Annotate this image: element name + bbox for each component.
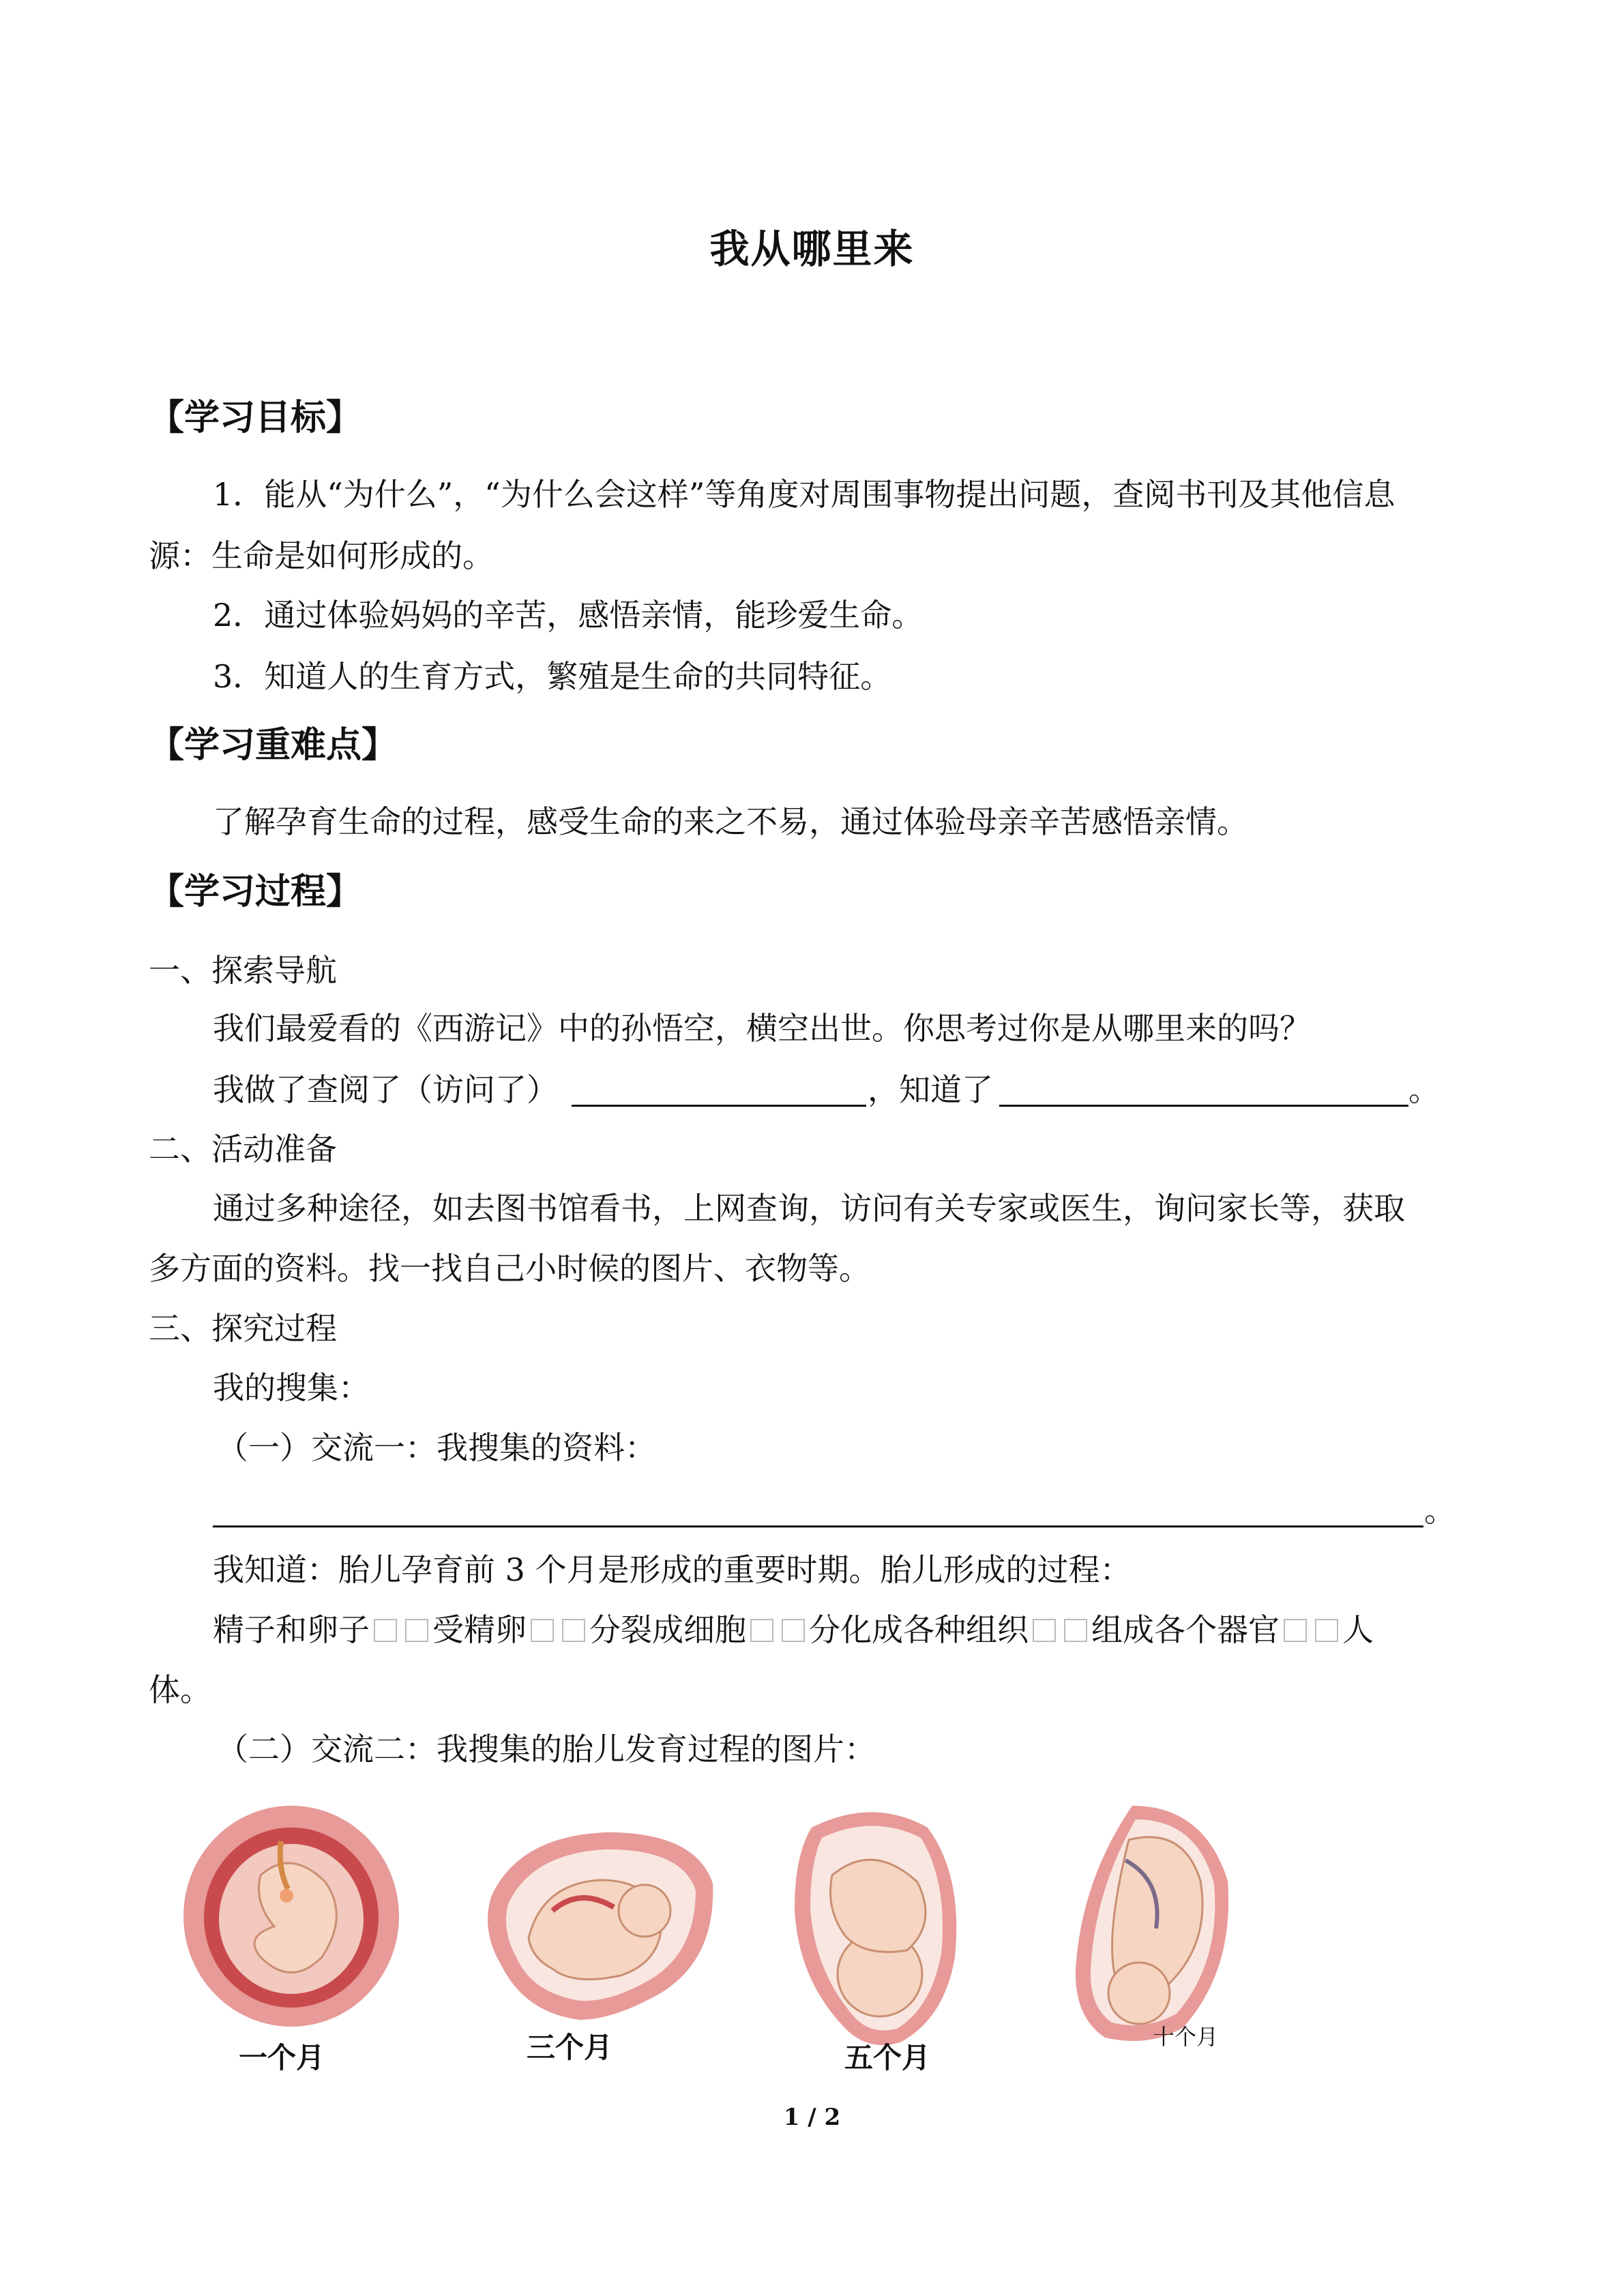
arrow-box [1284, 1619, 1307, 1642]
goal-item-2: 2．通过体验妈妈的辛苦，感悟亲情，能珍爱生命。 [213, 597, 924, 633]
arrow-box [562, 1619, 585, 1642]
exchange-two-label: （二）交流二：我搜集的胎儿发育过程的图片： [217, 1731, 876, 1768]
section-heading-goals: 【学习目标】 [149, 397, 362, 438]
arrow-box [1033, 1619, 1056, 1642]
section-heading-key-points: 【学习重难点】 [149, 724, 398, 766]
exchange-one-label: （一）交流一：我搜集的资料： [217, 1429, 656, 1466]
arrow-box [1064, 1619, 1087, 1642]
page-title: 我从哪里来 [709, 226, 915, 272]
chain-end: 体。 [149, 1671, 211, 1708]
part1-intro: 我们最爱看的《西游记》中的孙悟空，横空出世。你思考过你是从哪里来的吗？ [213, 1010, 1311, 1047]
fetus-three-month-illustration [477, 1822, 723, 2027]
chain-step-1: 精子和卵子 [213, 1611, 370, 1648]
caption-three-months: 三个月 [527, 2031, 613, 2064]
part1-fill-middle: ，知道了 [868, 1071, 993, 1108]
arrow-box [1315, 1619, 1338, 1642]
goal-item-1-line-1: 1．能从“为什么”，“为什么会这样”等角度对周围事物提出问题，查阅书刊及其他信息 [213, 476, 1396, 513]
goal-item-3: 3．知道人的生育方式，繁殖是生命的共同特征。 [213, 658, 892, 695]
caption-five-months: 五个月 [844, 2041, 931, 2074]
fill-blank-collected-materials[interactable] [213, 1525, 1423, 1527]
part1-fill-end: 。 [1408, 1071, 1440, 1108]
development-chain [213, 1609, 1374, 1650]
caption-one-month: 一个月 [239, 2041, 325, 2074]
part2-text-line-1: 通过多种途径，如去图书馆看书，上网查询，访问有关专家或医生，询问家长等，获取 [213, 1190, 1405, 1227]
arrow-box [374, 1619, 397, 1642]
part3-collect: 我的搜集： [213, 1369, 370, 1406]
part1-heading: 一、探索导航 [149, 952, 337, 989]
blank-end-period: 。 [1424, 1492, 1456, 1529]
arrow-box [405, 1619, 428, 1642]
fill-blank-learned[interactable] [999, 1105, 1408, 1107]
fetus-five-month-illustration [784, 1800, 962, 2053]
arrow-box [750, 1619, 773, 1642]
fetus-ten-month-illustration [1067, 1799, 1238, 2051]
part3-heading: 三、探究过程 [149, 1310, 337, 1347]
page-number: 1 / 2 [783, 2104, 841, 2131]
fill-blank-visited[interactable] [572, 1105, 866, 1107]
goal-item-1-line-2: 源：生命是如何形成的。 [149, 537, 494, 574]
part1-fill-prefix: 我做了查阅了（访问了） [213, 1071, 558, 1108]
caption-ten-months: 十个月 [1153, 2024, 1219, 2050]
arrow-box [531, 1619, 554, 1642]
chain-step-4: 分化成各种组织 [809, 1611, 1029, 1648]
chain-step-6: 人 [1342, 1611, 1374, 1648]
part2-text-line-2: 多方面的资料。找一找自己小时候的图片、衣物等。 [149, 1250, 870, 1287]
chain-step-2: 受精卵 [432, 1611, 527, 1648]
arrow-box [782, 1619, 805, 1642]
fetus-one-month-illustration [179, 1800, 404, 2046]
part3-know: 我知道：胎儿孕育前 3 个月是形成的重要时期。胎儿形成的过程： [213, 1551, 1132, 1588]
key-points-text: 了解孕育生命的过程，感受生命的来之不易，通过体验母亲辛苦感悟亲情。 [213, 803, 1248, 840]
chain-step-5: 组成各个器官 [1091, 1611, 1280, 1648]
part2-heading: 二、活动准备 [149, 1131, 337, 1167]
chain-step-3: 分裂成细胞 [589, 1611, 746, 1648]
section-heading-process: 【学习过程】 [149, 871, 362, 912]
